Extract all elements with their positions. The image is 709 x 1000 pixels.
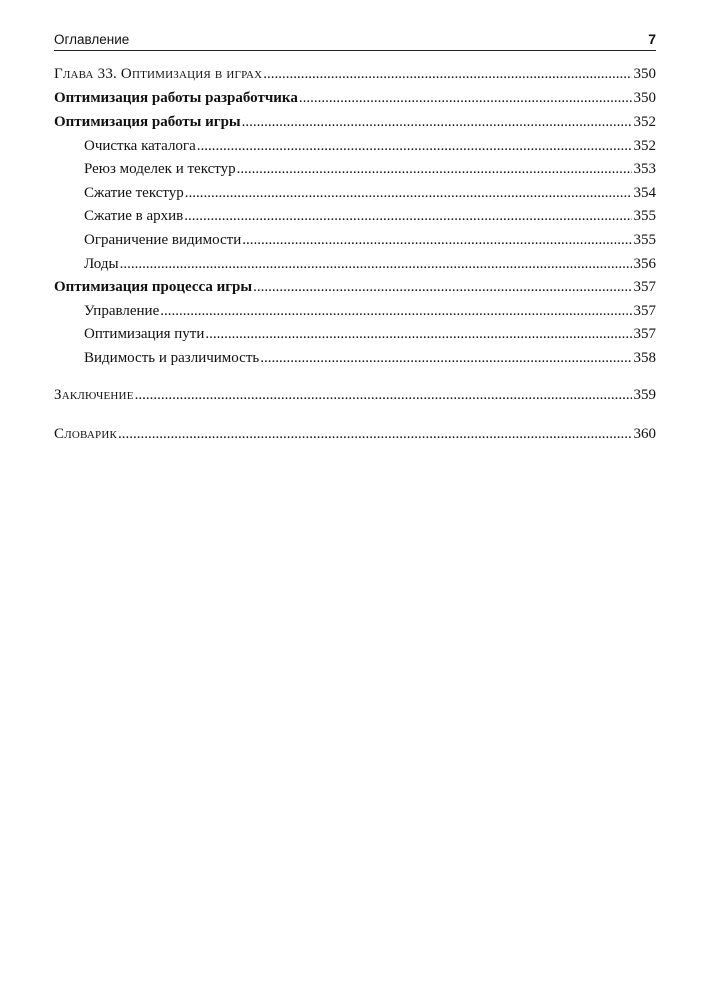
dot-leader — [237, 161, 632, 178]
toc-entry-page: 352 — [633, 138, 656, 154]
toc-entry-developer-optimization — [54, 90, 656, 110]
toc-entry-page: 357 — [633, 326, 656, 342]
toc-entry-label: Ограничение видимости — [84, 232, 242, 248]
dot-leader — [299, 90, 632, 107]
toc-entry-label: Оптимизация работы разработчика — [54, 90, 298, 106]
dot-leader — [260, 350, 631, 367]
toc-entry-label: Лоды — [84, 256, 119, 272]
toc-entry-label: Реюз моделек и текстур — [84, 161, 236, 177]
dot-leader — [197, 138, 632, 155]
dot-leader — [120, 256, 632, 273]
header-page-number: 7 — [648, 31, 656, 47]
toc-entry-game-optimization — [54, 114, 656, 134]
dot-leader — [160, 303, 631, 320]
toc-entry-page: 358 — [633, 350, 656, 366]
dot-leader — [253, 279, 631, 296]
dot-leader — [242, 114, 632, 131]
dot-leader — [185, 185, 632, 202]
toc-entry-label: Очистка каталога — [84, 138, 196, 154]
toc-entry-label: Глава 33. Оптимизация в играх — [54, 66, 263, 82]
dot-leader — [135, 387, 632, 404]
toc-entry-lods — [84, 256, 656, 276]
toc-entry-page: 350 — [633, 90, 656, 106]
toc-entry-visibility-limit — [84, 232, 656, 252]
dot-leader — [184, 208, 631, 225]
toc-entry-gameplay-optimization — [54, 279, 656, 299]
toc-entry-page: 354 — [633, 185, 656, 201]
toc-entry-conclusion — [54, 387, 656, 407]
toc-entry-label: Оптимизация работы игры — [54, 114, 241, 130]
toc-entry-chapter-33 — [54, 66, 656, 86]
toc-entry-page: 353 — [633, 161, 656, 177]
toc-entry-model-reuse — [84, 161, 656, 181]
toc-entry-page: 350 — [633, 66, 656, 82]
toc-entry-label: Сжатие в архив — [84, 208, 184, 224]
toc-entry-page: 357 — [633, 303, 656, 319]
toc-entry-label: Сжатие текстур — [84, 185, 184, 201]
dot-leader — [118, 426, 632, 443]
toc-entry-glossary — [54, 426, 656, 446]
running-header — [54, 30, 656, 51]
toc-entry-label: Оптимизация пути — [84, 326, 205, 342]
toc-entry-page: 355 — [633, 232, 656, 248]
header-title: Оглавление — [54, 32, 130, 47]
toc-entry-label: Словарик — [54, 426, 117, 442]
toc-entry-label: Управление — [84, 303, 160, 319]
dot-leader — [263, 66, 631, 83]
toc-entry-page: 355 — [633, 208, 656, 224]
toc-entry-controls — [84, 303, 656, 323]
toc-entry-label: Заключение — [54, 387, 134, 403]
toc-entry-page: 360 — [633, 426, 656, 442]
toc-entry-catalog-cleanup — [84, 138, 656, 158]
toc-entry-page: 352 — [633, 114, 656, 130]
toc-entry-page: 357 — [633, 279, 656, 295]
toc-entry-page: 359 — [633, 387, 656, 403]
toc-entry-label: Оптимизация процесса игры — [54, 279, 253, 295]
toc-entry-page: 356 — [633, 256, 656, 272]
toc-entry-archive-compression — [84, 208, 656, 228]
toc-entry-texture-compression — [84, 185, 656, 205]
toc-entry-visibility-distinguishability — [84, 350, 656, 370]
toc-entry-label: Видимость и различимость — [84, 350, 260, 366]
dot-leader — [242, 232, 631, 249]
toc-entry-path-optimization — [84, 326, 656, 346]
dot-leader — [205, 326, 631, 343]
